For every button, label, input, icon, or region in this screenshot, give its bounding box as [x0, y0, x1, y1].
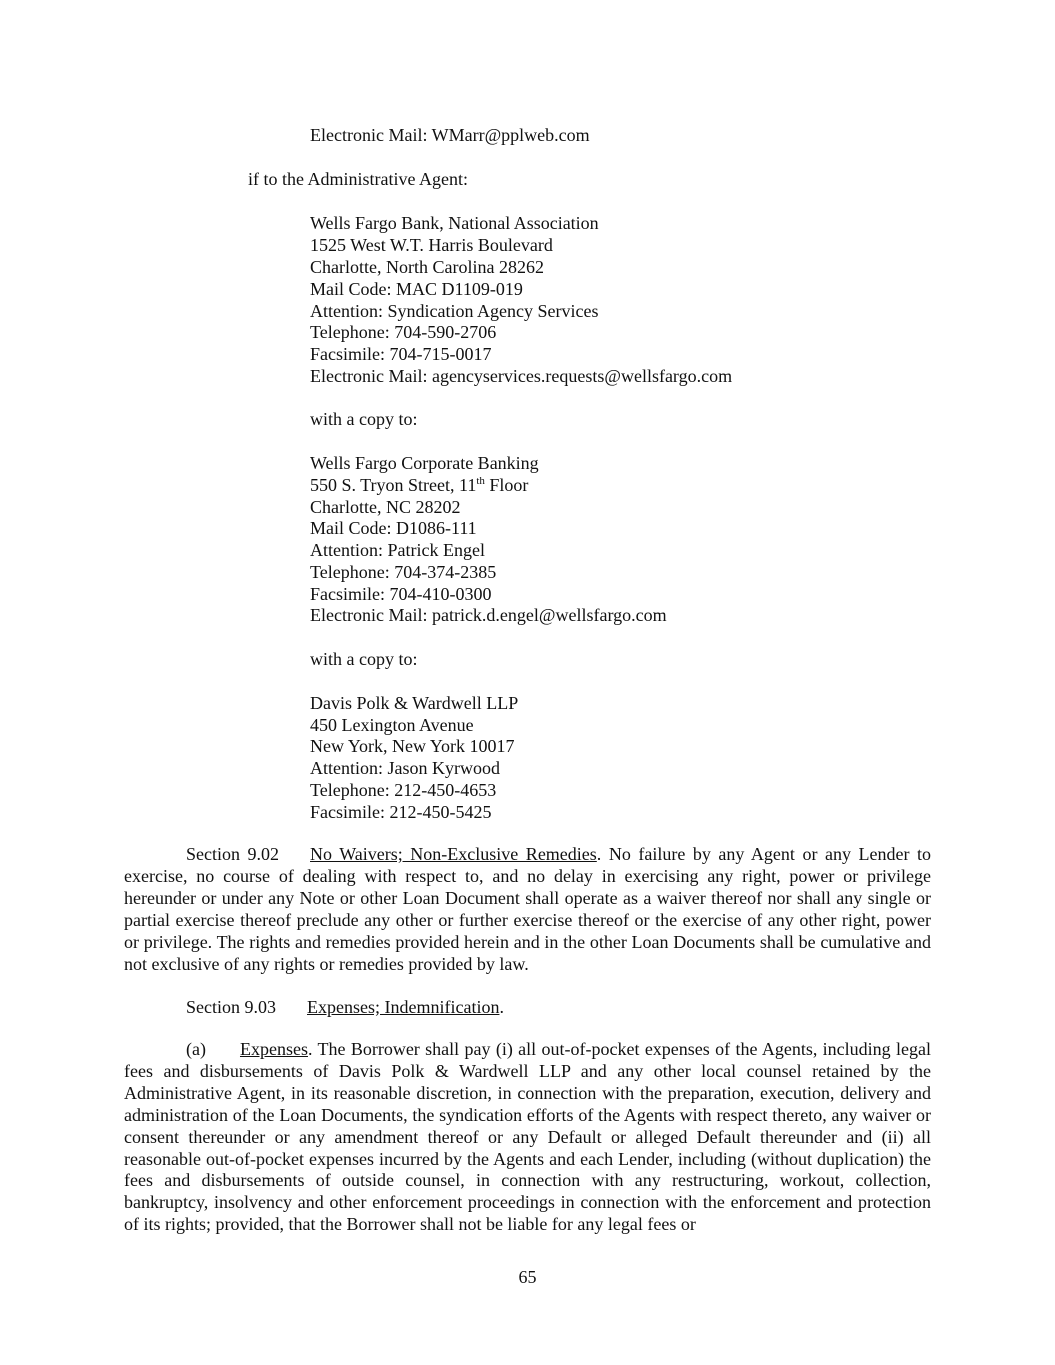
address-line: Facsimile: 704-715-0017 — [310, 344, 492, 364]
address-line: Mail Code: MAC D1109-019 — [310, 279, 523, 299]
section-number: Section 9.02 — [186, 844, 280, 864]
copy-to-label: with a copy to: — [310, 409, 418, 429]
address-line: Telephone: 704-374-2385 — [310, 562, 497, 582]
address-line: Charlotte, North Carolina 28262 — [310, 257, 544, 277]
clause-a-paragraph — [124, 1039, 931, 1236]
street-suffix: Floor — [484, 475, 529, 495]
address-line: Facsimile: 704-410-0300 — [310, 584, 492, 604]
address-line: Charlotte, NC 28202 — [310, 497, 461, 517]
address-line: Telephone: 212-450-4653 — [310, 780, 497, 800]
clause-label: (a) — [186, 1039, 206, 1059]
section-9-03-heading — [186, 996, 504, 1018]
address-line: Wells Fargo Bank, National Association — [310, 213, 599, 233]
section-9-02-paragraph — [124, 844, 931, 975]
address-line: Attention: Syndication Agency Services — [310, 301, 599, 321]
address-line: Electronic Mail: patrick.d.engel@wellsfargo.com — [310, 605, 667, 625]
section-title-period: . — [499, 997, 504, 1017]
address-line — [310, 474, 528, 496]
section-title: No Waivers; Non-Exclusive Remedies — [310, 844, 597, 864]
clause-body: . The Borrower shall pay (i) all out-of-pocket expenses of the Agents, including legal fees and disbursements of Davis Polk & Wardwell LLP and any other local counsel retained by the Administrative Agent, in its reasonable discretion, in connection with the preparation, execution, delivery and administration of the Loan Documents, the syndication efforts of the Agents with respect thereto, any waiver or consent thereunder or any amendment thereof or any Default or alleged Default thereunder and (ii) all reasonable out-of-pocket expenses incurred by the Agents and each Lender, including (without duplication) the fees and disbursements of outside counsel, in connection with any restructuring, workout, collection, bankruptcy, insolvency and other enforcement proceedings in connection with the enforcement and protection of its rights; provided, that the Borrower shall not be liable for any legal fees or — [124, 1039, 931, 1235]
copy-to-label: with a copy to: — [310, 649, 418, 669]
admin-agent-intro: if to the Administrative Agent: — [248, 169, 468, 189]
address-line: Attention: Jason Kyrwood — [310, 758, 500, 778]
ordinal-suffix: th — [476, 475, 485, 487]
address-line: New York, New York 10017 — [310, 736, 515, 756]
address-line: Telephone: 704-590-2706 — [310, 322, 497, 342]
address-line: Davis Polk & Wardwell LLP — [310, 693, 519, 713]
page-number: 65 — [518, 1267, 537, 1287]
address-line: Facsimile: 212-450-5425 — [310, 802, 492, 822]
clause-title: Expenses — [239, 1039, 308, 1059]
address-line: 1525 West W.T. Harris Boulevard — [310, 235, 553, 255]
section-body: . No failure by any Agent or any Lender to exercise, no course of dealing with respect to, and no delay in exercising any right, power or privilege hereunder or under any Note or other Loan Document shall operate as a waiver thereof nor shall any single or partial exercise thereof preclude any other or further exercise thereof or the exercise of any other right, power or privilege. The rights and remedies provided herein and in the other Loan Documents shall be cumulative and not exclusive of any rights or remedies provided by law. — [124, 844, 932, 974]
address-line: Attention: Patrick Engel — [310, 540, 485, 560]
address-line: Wells Fargo Corporate Banking — [310, 453, 539, 473]
borrower-email: Electronic Mail: WMarr@pplweb.com — [310, 125, 590, 145]
address-line: Mail Code: D1086-111 — [310, 518, 477, 538]
address-line: 450 Lexington Avenue — [310, 715, 474, 735]
section-number: Section 9.03 — [186, 997, 276, 1017]
address-line: Electronic Mail: agencyservices.requests@wellsfargo.com — [310, 366, 733, 386]
street-prefix: 550 S. Tryon Street, 11 — [310, 475, 477, 495]
section-title: Expenses; Indemnification — [307, 997, 500, 1017]
